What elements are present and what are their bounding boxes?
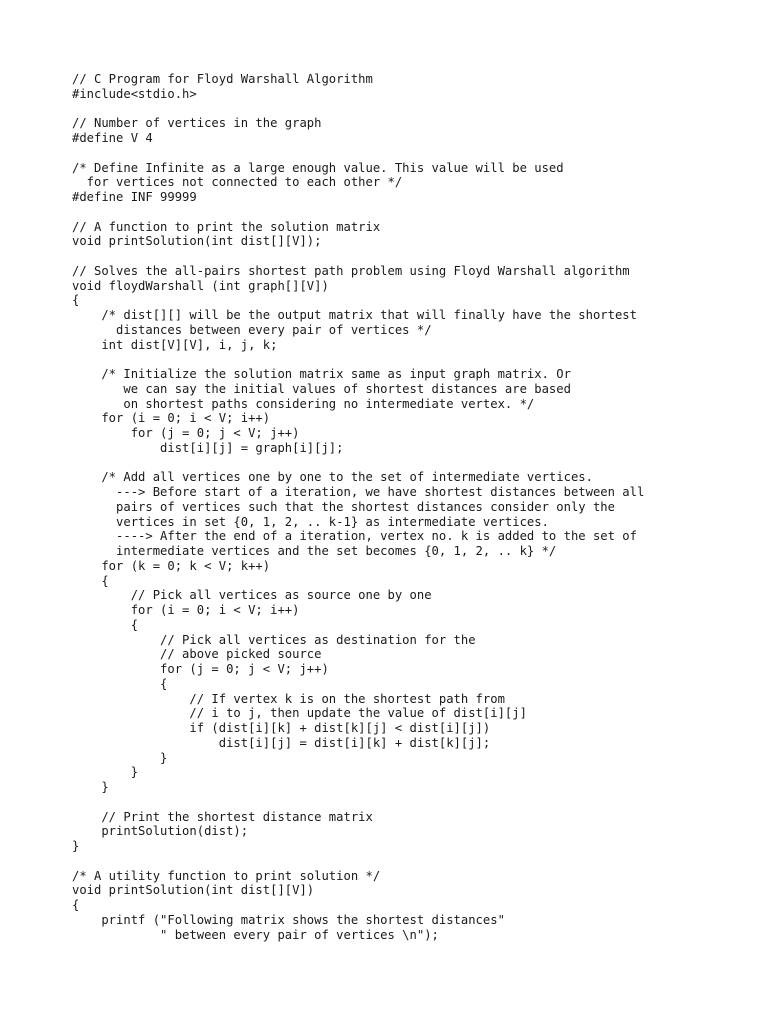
- code-listing: [72, 72, 644, 942]
- code-line: dist[i][j] = dist[i][k] + dist[k][j];: [72, 735, 491, 750]
- code-line: /* A utility function to print solution */: [72, 868, 381, 883]
- code-line: // C Program for Floyd Warshall Algorithm: [72, 72, 373, 86]
- code-line: #define V 4: [72, 131, 153, 145]
- code-line: [72, 249, 644, 264]
- code-line: // A function to print the solution matrix: [72, 219, 381, 234]
- code-line: for vertices not connected to each other */: [72, 175, 403, 190]
- code-line: [72, 854, 644, 869]
- code-line: pairs of vertices such that the shortest distances consider only the: [72, 499, 615, 514]
- code-line: {: [72, 573, 109, 588]
- code-line: printSolution(dist);: [72, 824, 249, 839]
- code-line: // If vertex k is on the shortest path from: [72, 691, 505, 706]
- code-line: for (i = 0; i < V; i++): [72, 603, 300, 617]
- code-line: {: [72, 293, 80, 308]
- code-line: }: [72, 765, 139, 780]
- code-line: /* dist[][] will be the output matrix that will finally have the shortest: [72, 308, 637, 322]
- code-line: void printSolution(int dist[][V]);: [72, 234, 322, 249]
- code-line: [72, 205, 644, 220]
- code-line: for (i = 0; i < V; i++): [72, 411, 271, 426]
- code-line: int dist[V][V], i, j, k;: [72, 337, 278, 352]
- code-line: void printSolution(int dist[][V]): [72, 883, 315, 898]
- code-line: }: [72, 780, 109, 794]
- code-line: /* Initialize the solution matrix same as input graph matrix. Or: [72, 367, 571, 381]
- code-line: // Pick all vertices as source one by one: [72, 588, 432, 603]
- code-line: [72, 146, 644, 161]
- code-line: /* Define Infinite as a large enough value. This value will be used: [72, 160, 564, 175]
- code-line: // i to j, then update the value of dist[i][j]: [72, 706, 527, 721]
- code-line: [72, 456, 644, 471]
- code-line: [72, 795, 644, 810]
- code-line: printf ("Following matrix shows the shortest distances": [72, 912, 505, 927]
- code-line: vertices in set {0, 1, 2, .. k-1} as intermediate vertices.: [72, 514, 549, 529]
- code-line: we can say the initial values of shortest distances are based: [72, 381, 571, 396]
- code-line: {: [72, 617, 139, 632]
- code-line: " between every pair of vertices \n");: [72, 927, 439, 942]
- code-line: [72, 352, 644, 367]
- code-line: on shortest paths considering no intermediate vertex. */: [72, 396, 535, 411]
- code-line: ---> Before start of a iteration, we have shortest distances between all: [72, 485, 645, 499]
- code-line: #define INF 99999: [72, 190, 197, 204]
- code-line: for (k = 0; k < V; k++): [72, 558, 271, 573]
- code-line: intermediate vertices and the set becomes {0, 1, 2, .. k} */: [72, 544, 557, 558]
- code-line: for (j = 0; j < V; j++): [72, 426, 300, 440]
- code-line: ----> After the end of a iteration, vertex no. k is added to the set of: [72, 529, 637, 544]
- code-line: [72, 102, 644, 117]
- code-line: // Print the shortest distance matrix: [72, 809, 373, 824]
- code-line: dist[i][j] = graph[i][j];: [72, 440, 344, 455]
- code-line: if (dist[i][k] + dist[k][j] < dist[i][j]): [72, 721, 491, 735]
- code-line: }: [72, 750, 168, 765]
- code-line: }: [72, 839, 80, 853]
- code-line: // Number of vertices in the graph: [72, 116, 322, 131]
- code-line: /* Add all vertices one by one to the set of intermediate vertices.: [72, 470, 593, 485]
- code-line: for (j = 0; j < V; j++): [72, 662, 329, 676]
- code-line: distances between every pair of vertices */: [72, 322, 432, 337]
- code-line: // Solves the all-pairs shortest path problem using Floyd Warshall algorithm: [72, 263, 630, 278]
- code-line: // Pick all vertices as destination for the: [72, 632, 476, 647]
- code-line: #include<stdio.h>: [72, 86, 197, 101]
- code-line: void floydWarshall (int graph[][V]): [72, 278, 329, 293]
- code-line: {: [72, 676, 168, 691]
- code-line: // above picked source: [72, 647, 322, 662]
- code-line: {: [72, 898, 80, 912]
